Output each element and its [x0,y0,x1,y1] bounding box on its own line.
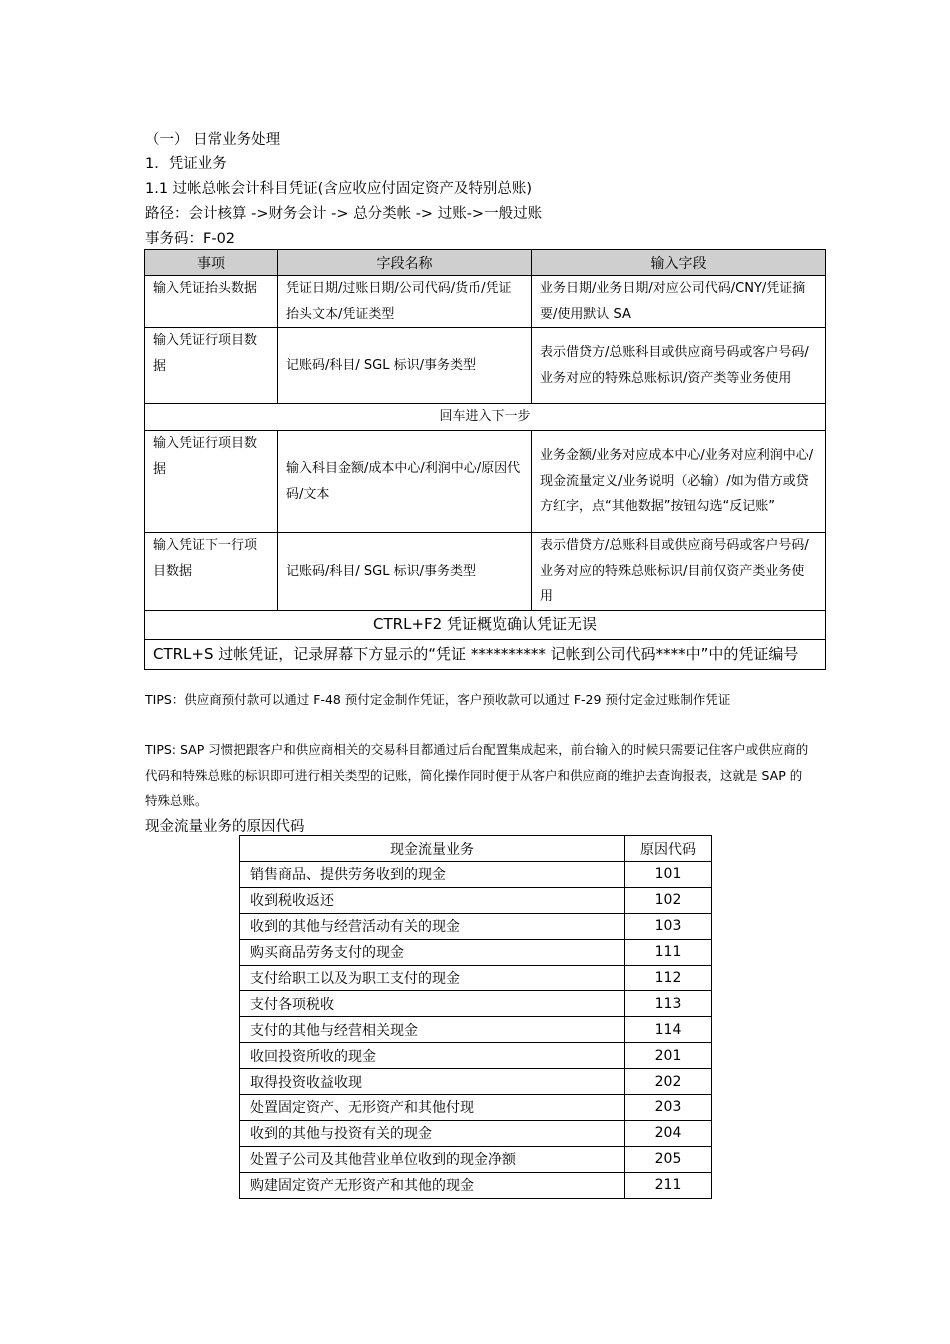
tips-paragraph: TIPS：供应商预付款可以通过 F-48 预付定金制作凭证，客户预收款可以通过 F-29 预付定金过账制作凭证 [145,692,731,707]
menu-path: 路径：会计核算 ->财务会计 -> 总分类帐 -> 过账->一般过账 [145,206,543,222]
table-row [240,862,712,888]
column-header: 现金流量业务 [240,836,625,862]
table-note-row [145,639,826,669]
reason-code: 101 [625,862,712,888]
subsection-heading: 1．凭证业务 [145,156,227,172]
reason-code: 202 [625,1069,712,1095]
table-row [240,1017,712,1043]
table-row [240,1120,712,1146]
reason-code: 103 [625,913,712,939]
section-heading: （一） 日常业务处理 [145,132,281,148]
topic-heading: 1.1 过帐总帐会计科目凭证(含应收应付固定资产及特别总账) [145,181,532,197]
column-header: 字段名称 [278,250,532,276]
posting-steps-table [144,249,826,670]
column-header: 原因代码 [625,836,712,862]
table-row [240,913,712,939]
step-item: 输入凭证行项目数据 [145,431,278,533]
step-input: 表示借贷方/总账科目或供应商号码或客户号码/业务对应的特殊总账标识/目前仅资产类业务使用 [532,533,826,611]
step-item: 输入凭证抬头数据 [145,276,278,328]
cash-flow-business: 支付各项税收 [240,991,625,1017]
reason-code: 201 [625,1043,712,1069]
column-header: 事项 [145,250,278,276]
table-row [240,1172,712,1198]
reason-code: 111 [625,939,712,965]
step-input: 业务金额/业务对应成本中心/业务对应利润中心/现金流量定义/业务说明（必输）/如为借方或贷方红字，点“其他数据”按钮勾选“反记账” [532,431,826,533]
cash-flow-business: 收到的其他与投资有关的现金 [240,1120,625,1146]
step-input: 业务日期/业务日期/对应公司代码/CNY/凭证摘要/使用默认 SA [532,276,826,328]
transaction-code: 事务码：F-02 [145,231,236,247]
cash-flow-business: 销售商品、提供劳务收到的现金 [240,862,625,888]
enter-next-note: 回车进入下一步 [145,404,826,431]
cash-flow-business: 处置固定资产、无形资产和其他付现 [240,1095,625,1121]
step-fields: 记账码/科目/ SGL 标识/事务类型 [278,328,532,404]
table-row [240,1146,712,1172]
table-row [240,965,712,991]
table-row [240,1043,712,1069]
reason-code: 211 [625,1172,712,1198]
tips-paragraph: TIPS: SAP 习惯把跟客户和供应商相关的交易科目都通过后台配置集成起来，前台输入的时候只需要记住客户或供应商的代码和特殊总账的标识即可进行相关类型的记账，简化操作同时便于从客户和供应商的维护去查询报表，这就是 SAP 的特殊总账。 [145,742,809,808]
cash-flow-title: 现金流量业务的原因代码 [145,819,305,835]
step-input: 表示借贷方/总账科目或供应商号码或客户号码/业务对应的特殊总账标识/资产类等业务使用 [532,328,826,404]
cash-flow-business: 购建固定资产无形资产和其他的现金 [240,1172,625,1198]
table-row [240,1095,712,1121]
cash-flow-business: 支付给职工以及为职工支付的现金 [240,965,625,991]
table-row [145,431,826,533]
cash-flow-business: 支付的其他与经营相关现金 [240,1017,625,1043]
reason-code: 112 [625,965,712,991]
reason-code: 205 [625,1146,712,1172]
table-header-row [145,250,826,276]
cash-flow-business: 收回投资所收的现金 [240,1043,625,1069]
table-note-row [145,610,826,639]
step-fields: 输入科目金额/成本中心/利润中心/原因代码/文本 [278,431,532,533]
reason-code: 203 [625,1095,712,1121]
reason-code: 113 [625,991,712,1017]
reason-code: 114 [625,1017,712,1043]
table-note-row [145,404,826,431]
table-row [240,1069,712,1095]
step-fields: 记账码/科目/ SGL 标识/事务类型 [278,533,532,611]
table-header-row [240,836,712,862]
table-row [240,887,712,913]
column-header: 输入字段 [532,250,826,276]
step-item: 输入凭证下一行项目数据 [145,533,278,611]
table-row [145,276,826,328]
cash-flow-business: 购买商品劳务支付的现金 [240,939,625,965]
ctrl-s-note: CTRL+S 过帐凭证，记录屏幕下方显示的“凭证 ********** 记帐到公司代码****中”中的凭证编号 [145,639,826,669]
step-item: 输入凭证行项目数据 [145,328,278,404]
cash-flow-business: 收到税收返还 [240,887,625,913]
cash-flow-business: 取得投资收益收现 [240,1069,625,1095]
reason-code: 102 [625,887,712,913]
cash-flow-code-table [239,835,712,1199]
table-row [145,533,826,611]
step-fields: 凭证日期/过账日期/公司代码/货币/凭证抬头文本/凭证类型 [278,276,532,328]
reason-code: 204 [625,1120,712,1146]
cash-flow-business: 收到的其他与经营活动有关的现金 [240,913,625,939]
table-row [145,328,826,404]
table-row [240,991,712,1017]
ctrl-f2-note: CTRL+F2 凭证概览确认凭证无误 [145,610,826,639]
table-row [240,939,712,965]
cash-flow-business: 处置子公司及其他营业单位收到的现金净额 [240,1146,625,1172]
